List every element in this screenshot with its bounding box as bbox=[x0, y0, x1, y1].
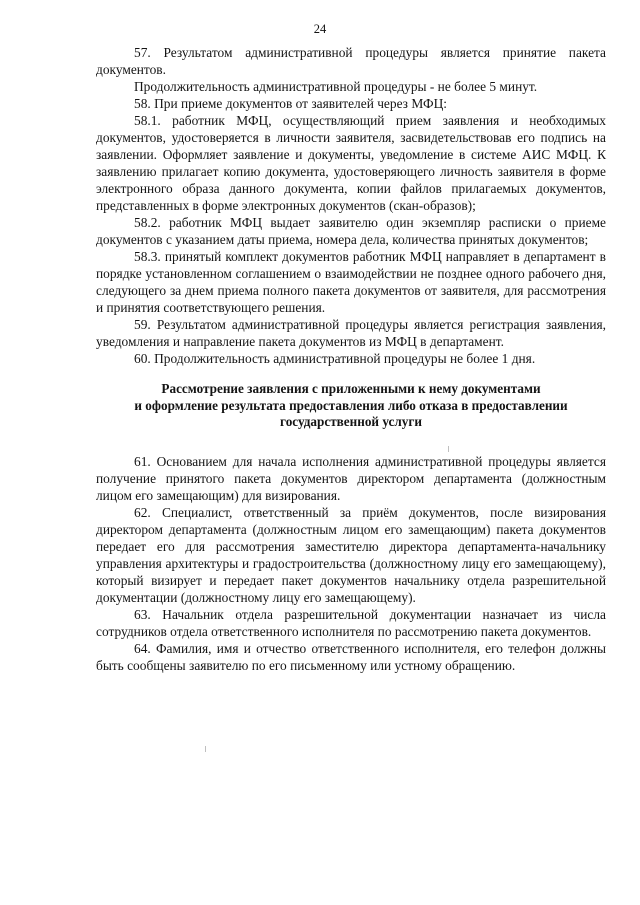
section-heading-line-1: Рассмотрение заявления с приложенными к нему документами bbox=[161, 381, 541, 396]
paragraph-62: 62. Специалист, ответственный за приём документов, после визирования директором департамента (должностным лицом его замещающим) пакета документов передает его для рассмотрения заместителю директора департамента-начальнику управления архитектуры и градостроительства (должностному лицу его замещающему), который визирует и передает пакет документов начальнику отдела разрешительной документации (должностному лицу его замещающему). bbox=[96, 504, 606, 605]
paragraph-64: 64. Фамилия, имя и отчество ответственного исполнителя, его телефон должны быть сообщены заявителю по его письменному или устному обращению. bbox=[96, 640, 606, 673]
paragraph-57: 57. Результатом административной процедуры является принятие пакета документов. bbox=[96, 45, 606, 77]
scan-artifact bbox=[205, 746, 206, 752]
section-heading-line-3: государственной услуги bbox=[280, 414, 422, 429]
document-body bbox=[96, 44, 606, 674]
page-number: 24 bbox=[313, 22, 327, 36]
section-heading bbox=[96, 381, 606, 431]
paragraph-58-3: 58.3. принятый комплект документов работник МФЦ направляет в департамент в порядке установленном соглашением о взаимодействии не позднее одного рабочего дня, следующего за днем приема полного пакета документов от заявителя, для рассмотрения и принятия соответствующего решения. bbox=[96, 249, 606, 315]
paragraph-59: 59. Результатом административной процедуры является регистрация заявления, уведомления и направление пакета документов из МФЦ в департамент. bbox=[96, 317, 606, 349]
paragraph-60: 60. Продолжительность административной процедуры не более 1 дня. bbox=[134, 351, 536, 366]
paragraph-63: 63. Начальник отдела разрешительной документации назначает из числа сотрудников отдела ответственного исполнителя по рассмотрению пакета документов. bbox=[96, 606, 606, 639]
paragraph-58-1: 58.1. работник МФЦ, осуществляющий прием заявления и необходимых документов, удостоверяется в личности заявителя, засвидетельствовав его подпись на заявлении. Оформляет заявление и документы, уведомление в системе АИС МФЦ. К заявлению прилагает копию документа, удостоверяющего личность заявителя в форме электронного образа данного документа, копии файлов прилагаемых документов, представленных в форме электронных документов (скан-образов); bbox=[96, 113, 606, 213]
paragraph-61: 61. Основанием для начала исполнения административной процедуры является получение принятого пакета документов директором департамента (должностным лицом его замещающим) для визирования. bbox=[96, 453, 606, 503]
paragraph-58: 58. При приеме документов от заявителей через МФЦ: bbox=[134, 96, 448, 111]
section-heading-line-2: и оформление результата предоставления либо отказа в предоставлении bbox=[134, 397, 568, 413]
scan-artifact bbox=[448, 446, 449, 452]
paragraph-57-duration: Продолжительность административной процедуры - не более 5 минут. bbox=[134, 79, 538, 94]
paragraph-58-2: 58.2. работник МФЦ выдает заявителю один экземпляр расписки о приеме документов с указанием даты приема, номера дела, количества принятых документов; bbox=[96, 215, 606, 247]
